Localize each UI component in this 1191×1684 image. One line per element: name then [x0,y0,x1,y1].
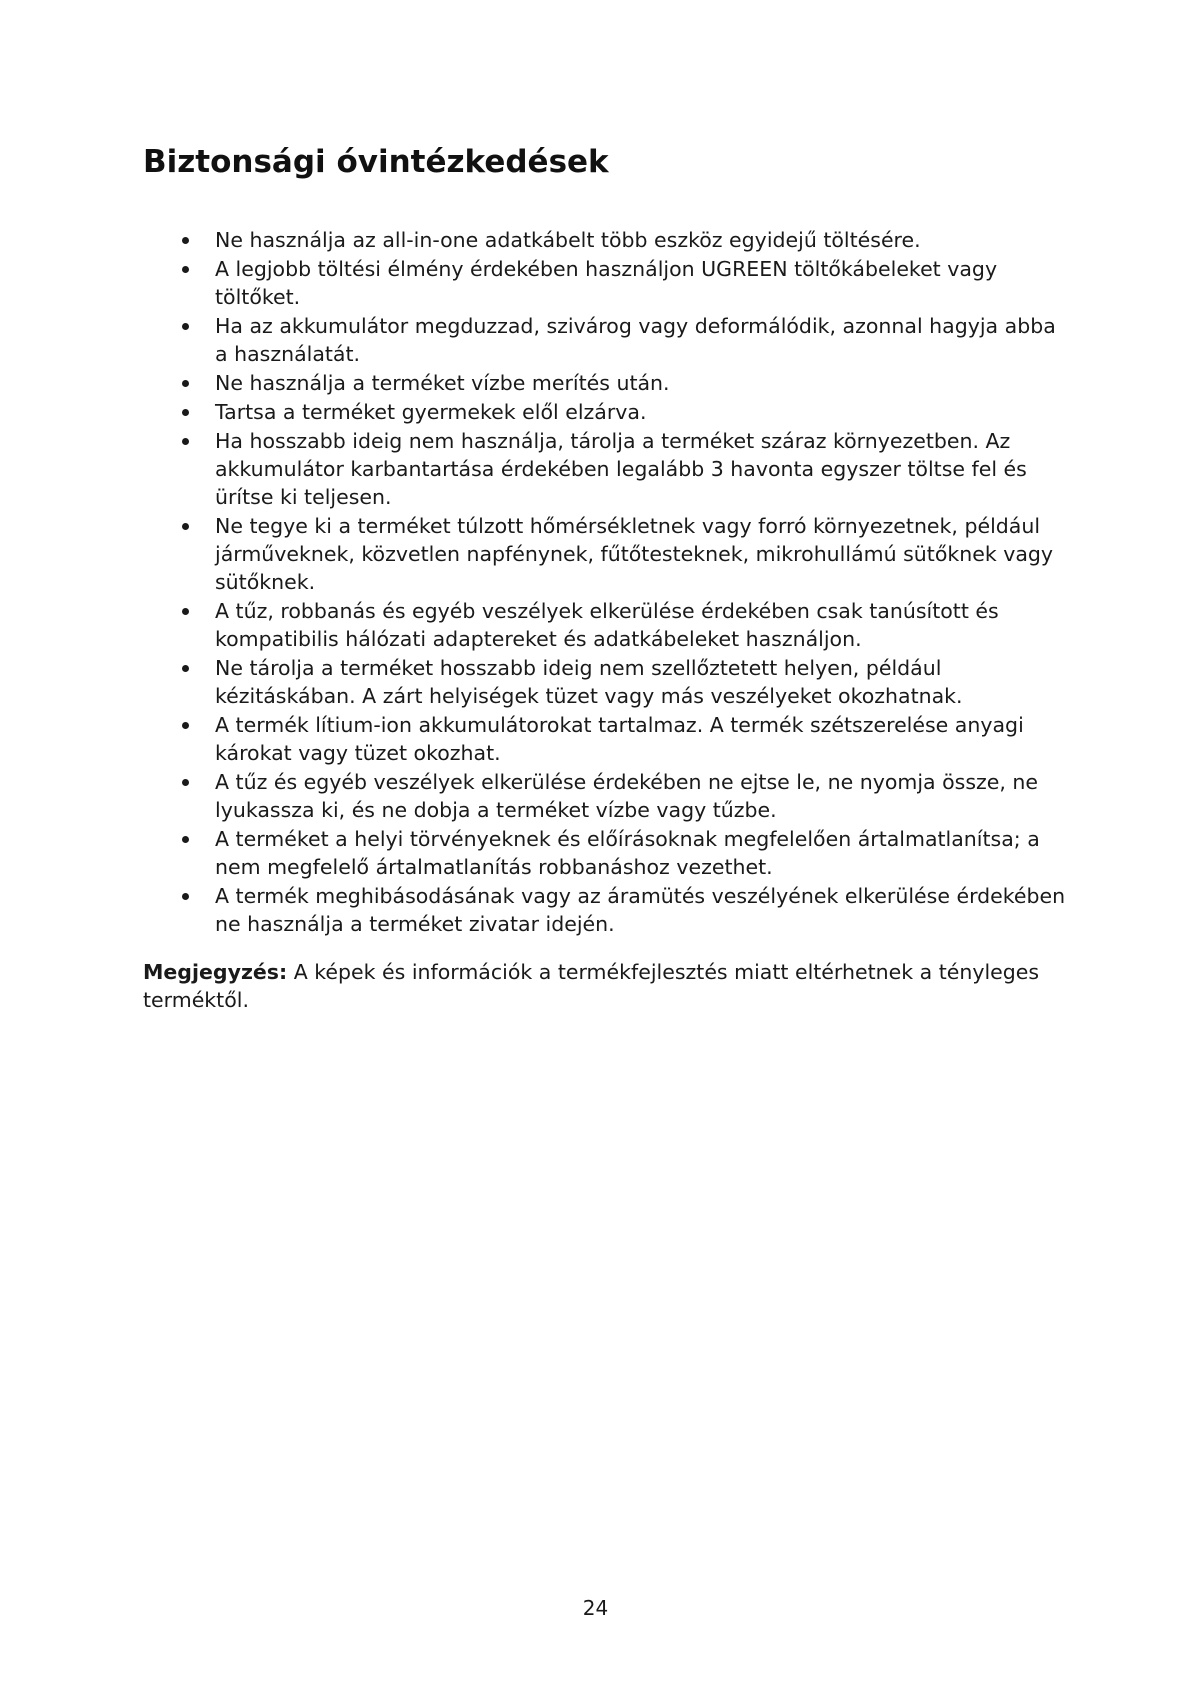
list-item [143,597,1073,653]
list-item-text: A tűz, robbanás és egyéb veszélyek elkerülése érdekében csak tanúsított és kompatibilis hálózati adaptereket és adatkábeleket használjon. [215,599,999,651]
list-item-text: Ne tegye ki a terméket túlzott hőmérsékletnek vagy forró környezetnek, például járműveknek, közvetlen napfénynek, fűtőtesteknek, mikrohullámú sütőknek vagy sütőknek. [215,514,1054,594]
bullet-icon [182,323,189,330]
list-item [143,255,1073,311]
page-number: 24 [582,1596,609,1620]
note-paragraph [143,958,1063,1014]
list-item-text: Ne használja az all-in-one adatkábelt több eszköz egyidejű töltésére. [215,228,921,252]
list-item [143,312,1073,368]
bullet-icon [182,779,189,786]
list-item [143,226,1073,254]
bullet-icon [182,608,189,615]
bullet-icon [182,409,189,416]
bullet-icon [182,380,189,387]
list-item [143,768,1073,824]
list-item [143,825,1073,881]
page-title: Biztonsági óvintézkedések [143,144,609,180]
list-item-text: A legjobb töltési élmény érdekében használjon UGREEN töltőkábeleket vagy töltőket. [215,257,998,309]
list-item-text: A terméket a helyi törvényeknek és előírásoknak megfelelően ártalmatlanítsa; a nem megfelelő ártalmatlanítás robbanáshoz vezethet. [215,827,1040,879]
list-item [143,654,1073,710]
list-item [143,427,1073,511]
list-item [143,398,1073,426]
safety-bullet-list [143,226,1073,939]
list-item-text: Tartsa a terméket gyermekek elől elzárva. [215,400,647,424]
list-item-text: Ha hosszabb ideig nem használja, tárolja a terméket száraz környezetben. Az akkumulátor karbantartása érdekében legalább 3 havonta egyszer töltse fel és ürítse ki teljesen. [215,429,1027,509]
bullet-icon [182,266,189,273]
list-item [143,369,1073,397]
note-label: Megjegyzés: [143,960,288,984]
list-item-text: A termék lítium-ion akkumulátorokat tartalmaz. A termék szétszerelése anyagi károkat vagy tüzet okozhat. [215,713,1024,765]
list-item-text: A tűz és egyéb veszélyek elkerülése érdekében ne ejtse le, ne nyomja össze, ne lyukassza ki, és ne dobja a terméket vízbe vagy tűzbe. [215,770,1039,822]
list-item-text: Ha az akkumulátor megduzzad, szivárog vagy deformálódik, azonnal hagyja abba a használatát. [215,314,1056,366]
list-item [143,882,1073,938]
note-text: A képek és információk a termékfejlesztés miatt eltérhetnek a tényleges terméktől. [143,960,1040,1012]
bullet-icon [182,836,189,843]
list-item-text: Ne tárolja a terméket hosszabb ideig nem szellőztetett helyen, például kézitáskában. A zárt helyiségek tüzet vagy más veszélyeket okozhatnak. [215,656,963,708]
list-item [143,711,1073,767]
bullet-icon [182,665,189,672]
bullet-icon [182,438,189,445]
bullet-icon [182,237,189,244]
list-item [143,512,1073,596]
list-item-text: A termék meghibásodásának vagy az áramütés veszélyének elkerülése érdekében ne használja a terméket zivatar idején. [215,884,1066,936]
list-item-text: Ne használja a terméket vízbe merítés után. [215,371,670,395]
bullet-icon [182,523,189,530]
bullet-icon [182,893,189,900]
bullet-icon [182,722,189,729]
